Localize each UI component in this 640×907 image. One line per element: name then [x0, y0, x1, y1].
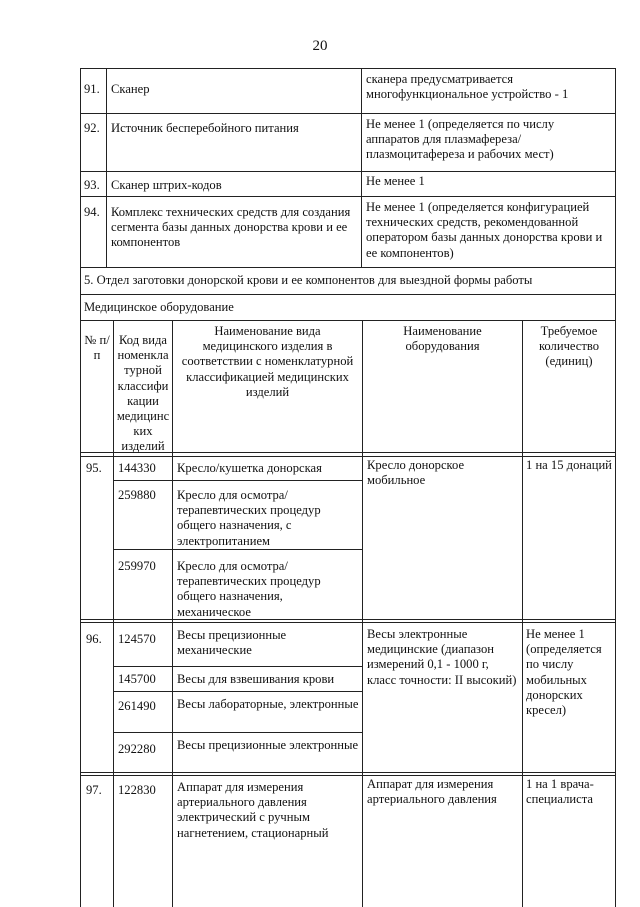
header-equipment: Наименование оборудования [403, 324, 482, 354]
row-name: Сканер [111, 82, 150, 96]
item-name: Весы лабораторные, электронные [177, 697, 359, 711]
row-requirement: сканера предусматривается многофункциональное устройство - 1 [366, 72, 569, 102]
page-number: 20 [312, 38, 328, 54]
row-number: 91. [84, 82, 100, 96]
row-requirement: Не менее 1 (определяется конфигурацией технических средств, рекомендованной оператором базы данных донорства крови и ее компонентов) [366, 200, 603, 260]
equipment-name: Аппарат для измерения артериального давления [367, 777, 497, 807]
item-code: 259970 [118, 559, 156, 573]
item-code: 259880 [118, 488, 156, 502]
item-name: Кресло для осмотра/терапевтических процедур общего назначения, с электропитанием [177, 488, 321, 548]
row-name: Сканер штрих-кодов [111, 178, 222, 192]
item-code: 292280 [118, 742, 156, 756]
equipment-name: Весы электронные медицинские (диапазон измерений 0,1 - 1000 г, класс точности: II высокий) [367, 627, 517, 687]
row-name: Комплекс технических средств для создания сегмента базы данных донорства крови и ее компонентов [111, 205, 351, 250]
item-name: Весы прецизионные электронные [177, 738, 359, 752]
item-name: Весы для взвешивания крови [177, 672, 335, 686]
row-number: 92. [84, 121, 100, 135]
item-name: Весы прецизионные механические [177, 628, 287, 658]
item-name: Кресло/кушетка донорская [177, 461, 322, 475]
row-requirement: Не менее 1 [366, 174, 425, 188]
item-code: 124570 [118, 632, 156, 646]
row-number: 97. [86, 783, 102, 797]
required-quantity: Не менее 1 (определяется по числу мобильных донорских кресел) [526, 627, 602, 718]
row-requirement: Не менее 1 (определяется по числу аппаратов для плазмафереза/плазмоцитафереза и рабочих мест) [366, 117, 555, 162]
row-name: Источник бесперебойного питания [111, 121, 299, 135]
row-number: 94. [84, 205, 100, 219]
row-number: 96. [86, 632, 102, 646]
row-number: 95. [86, 461, 102, 475]
item-code: 261490 [118, 699, 156, 713]
item-code: 144330 [118, 461, 156, 475]
subsection-title: Медицинское оборудование [84, 300, 234, 314]
item-code: 122830 [118, 783, 156, 797]
header-code: Код вида номенклатурной классификации медицинских изделий [116, 333, 170, 454]
row-number: 93. [84, 178, 100, 192]
header-quantity: Требуемое количество (единиц) [538, 324, 600, 369]
section-title: 5. Отдел заготовки донорской крови и ее компонентов для выездной формы работы [84, 273, 533, 287]
item-code: 145700 [118, 672, 156, 686]
item-name: Аппарат для измерения артериального давления электрический с ручным нагнетением, стационарный [177, 780, 329, 840]
header-num: № п/п [84, 333, 110, 363]
equipment-name: Кресло донорское мобильное [367, 458, 465, 488]
required-quantity: 1 на 1 врача-специалиста [526, 777, 594, 807]
required-quantity: 1 на 15 донаций [526, 458, 612, 472]
header-name: Наименование вида медицинского изделия в соответствии с номенклатурной классификацией медицинских изделий [181, 324, 354, 399]
item-name: Кресло для осмотра/терапевтических процедур общего назначения, механическое [177, 559, 321, 619]
